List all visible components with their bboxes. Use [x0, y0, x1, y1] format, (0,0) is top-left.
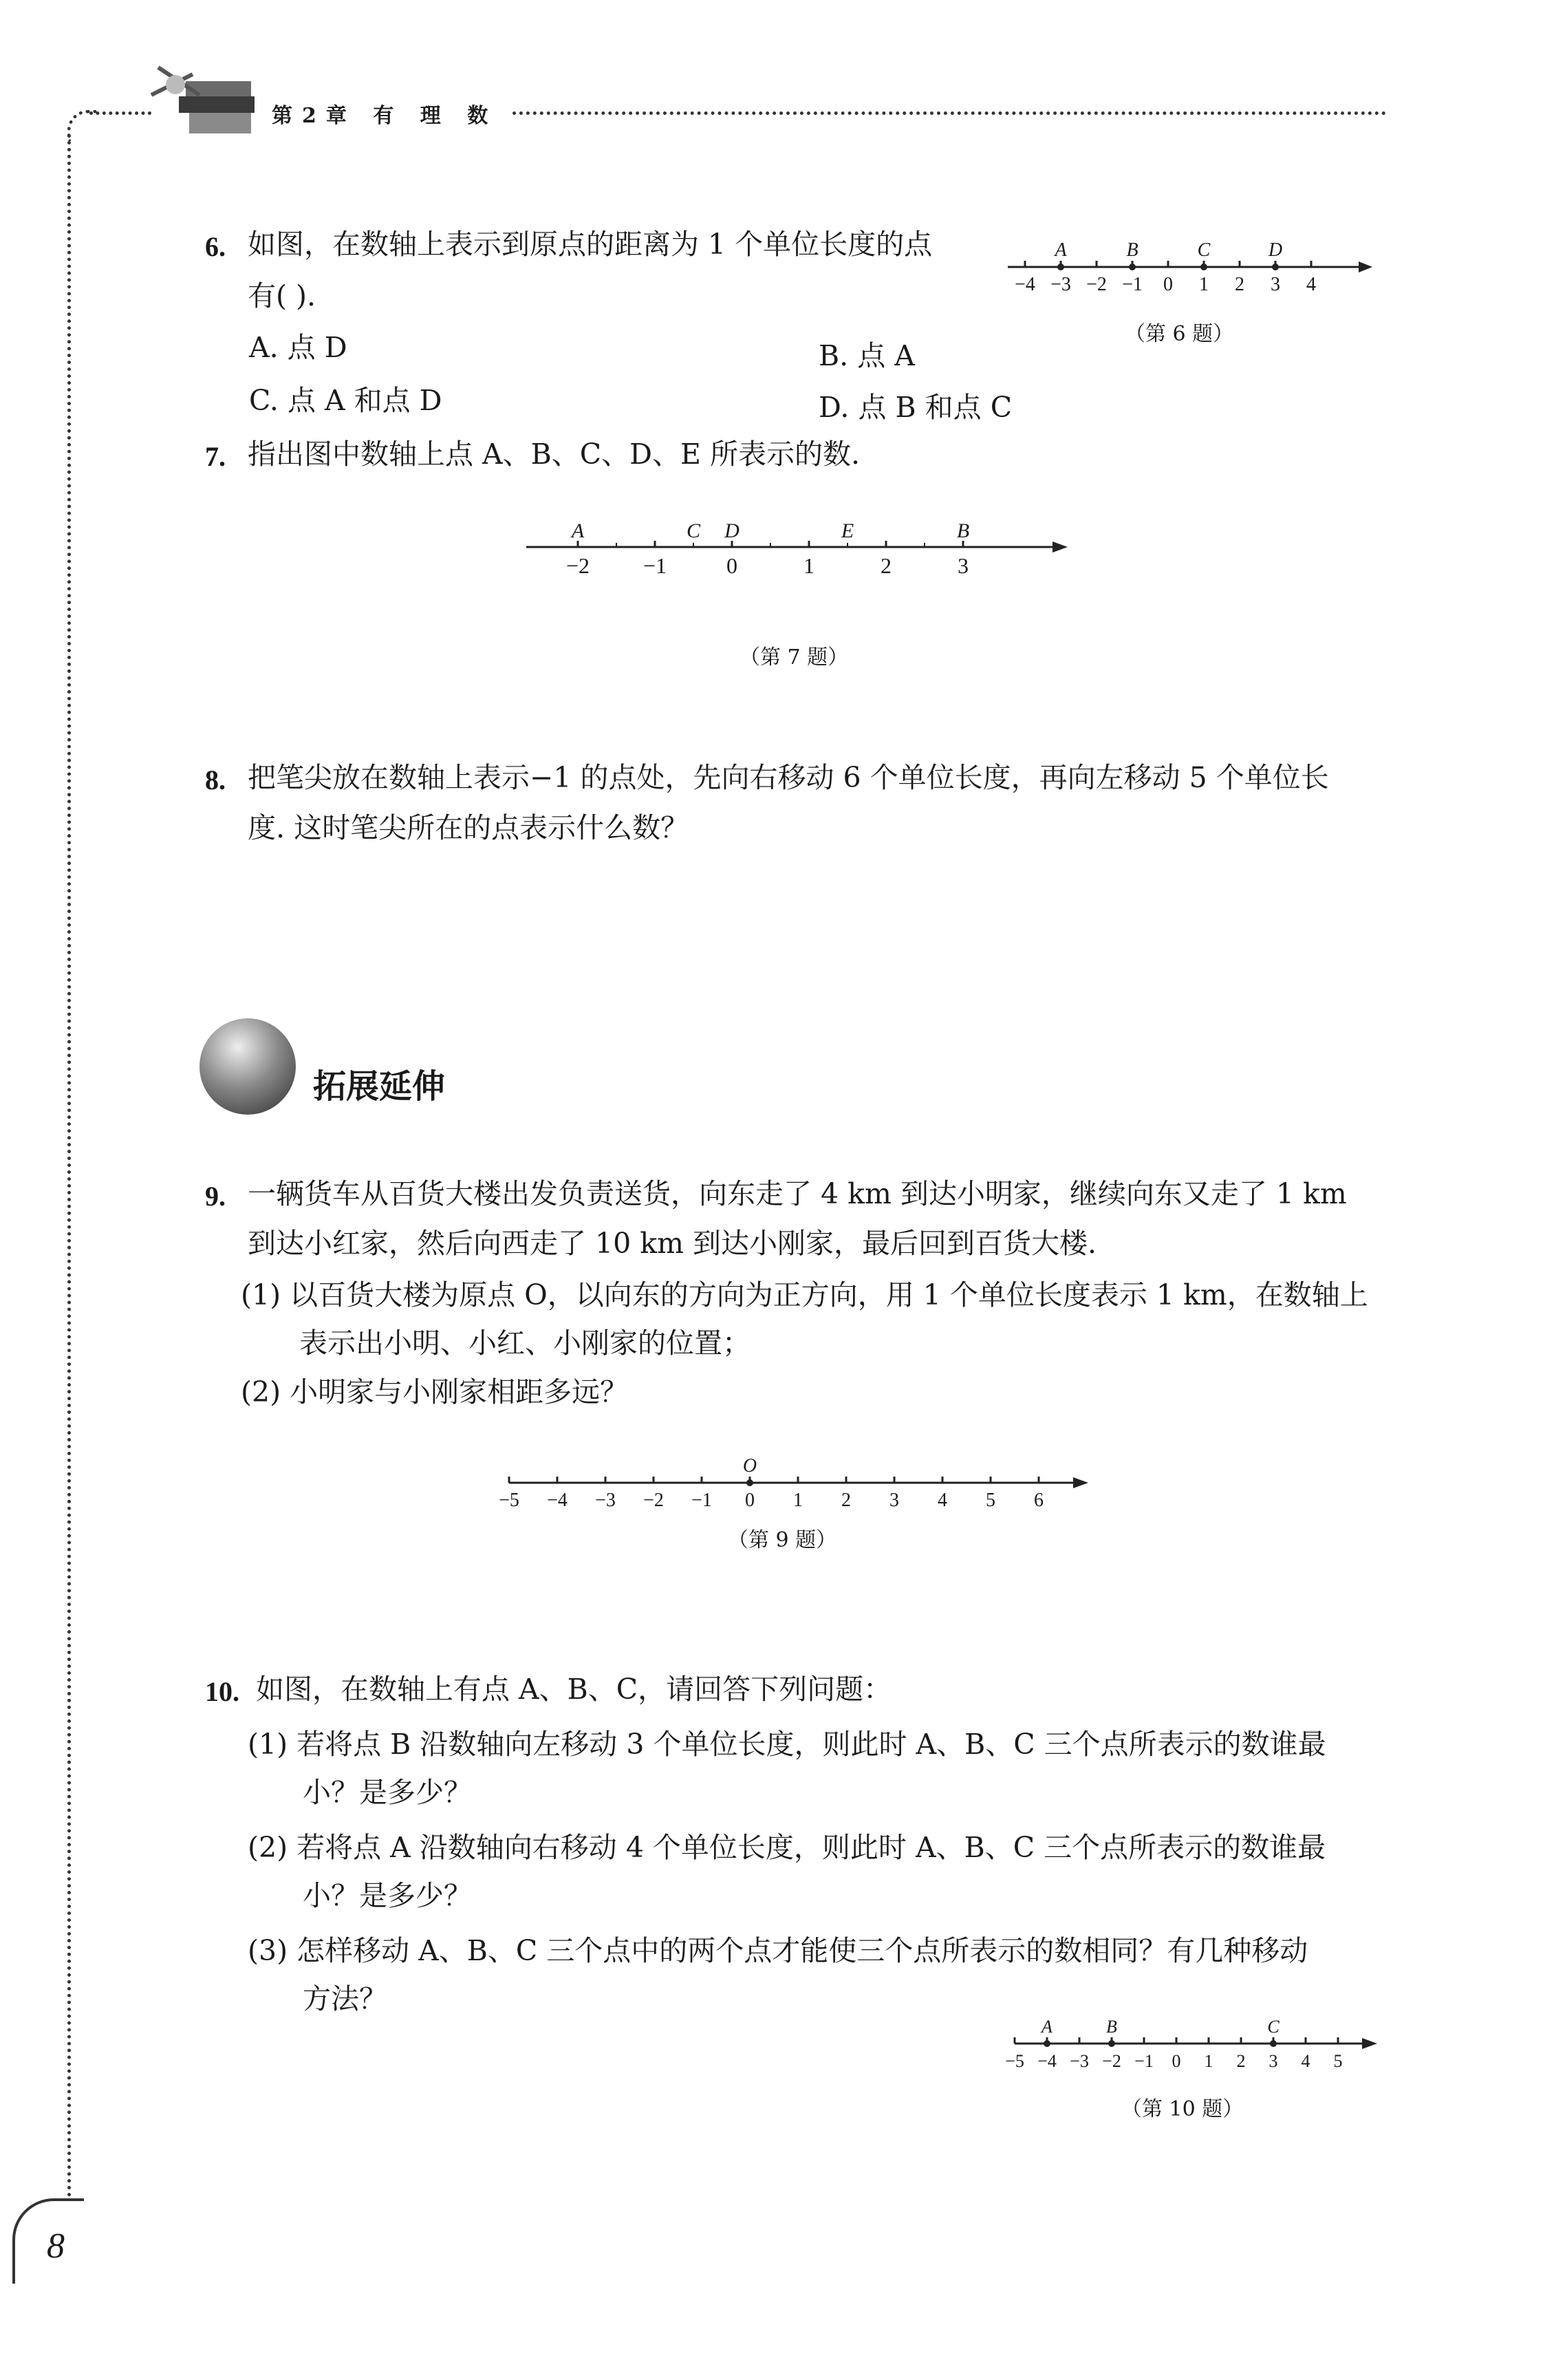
q10-sub2-line1: (2) 若将点 A 沿数轴向右移动 4 个单位长度，则此时 A、B、C 三个点所表示的数谁最	[248, 1831, 1326, 1864]
point-label: B	[1126, 239, 1138, 261]
q6-option-b: B. 点 A	[819, 339, 915, 372]
q9-sub2: (2) 小明家与小刚家相距多远？	[241, 1375, 629, 1408]
origin-label: O	[742, 1455, 757, 1477]
tick-label: −3	[1070, 2051, 1089, 2071]
point-dot	[1270, 2040, 1277, 2047]
tick-label: −2	[1102, 2051, 1121, 2071]
tick-label: −4	[547, 1490, 568, 1511]
q8-line1: 把笔尖放在数轴上表示−1 的点处，先向右移动 6 个单位长度，再向左移动 5 个单位长	[248, 761, 1329, 794]
q6-line2: 有( ).	[248, 279, 316, 312]
tick-label: 2	[881, 553, 892, 578]
q6-caption: （第 6 题）	[1125, 322, 1234, 346]
q9-number-line	[488, 1445, 1094, 1523]
q6-number: 6.	[205, 231, 226, 262]
header-logo-icon	[138, 54, 261, 157]
page-number: 8	[47, 2227, 65, 2266]
corner-curve	[67, 110, 98, 141]
tick-label: −4	[1037, 2051, 1057, 2071]
tick-label: 3	[1271, 274, 1280, 295]
point-dot	[1057, 264, 1064, 270]
margin-dotted-line	[67, 134, 71, 2198]
tick-label: −5	[1005, 2051, 1024, 2071]
tick-label: 1	[1204, 2051, 1213, 2071]
point-label: B	[1106, 2017, 1117, 2037]
point-dot	[1200, 264, 1207, 270]
q9-line2: 到达小红家，然后向西走了 10 km 到达小刚家，最后回到百货大楼.	[248, 1227, 1097, 1260]
q9-caption: （第 9 题）	[728, 1528, 837, 1552]
point-dot	[1108, 2040, 1115, 2047]
point-label: A	[1055, 239, 1067, 261]
q10-caption: （第 10 题）	[1121, 2097, 1244, 2121]
tick-label: 0	[745, 1490, 755, 1511]
q8-line2: 度. 这时笔尖所在的点表示什么数？	[248, 811, 689, 844]
point-label: B	[956, 519, 970, 542]
q10-sub1-line2: 小？是多少？	[303, 1776, 472, 1809]
q9-sub1-line2: 表示出小明、小红、小刚家的位置；	[299, 1327, 751, 1360]
q10-sub3-line1: (3) 怎样移动 A、B、C 三个点中的两个点才能使三个点所表示的数相同？有几种移动	[248, 1934, 1308, 1967]
tick-label: −1	[1122, 274, 1143, 295]
section-title: 拓展延伸	[313, 1067, 446, 1106]
tick-label: 2	[841, 1490, 851, 1511]
tick-label: 1	[793, 1490, 803, 1511]
tick-label: −2	[643, 1490, 664, 1511]
point-label: A	[1041, 2017, 1053, 2037]
tick-label: −1	[691, 1490, 712, 1511]
point-label: C	[1197, 239, 1211, 261]
tick-label: 0	[1172, 2051, 1181, 2071]
tick-label: −1	[1134, 2051, 1154, 2071]
tick-label: 4	[938, 1490, 947, 1511]
point-dot	[1044, 2040, 1050, 2047]
tick-label: −3	[595, 1490, 616, 1511]
q6-option-a: A. 点 D	[249, 331, 347, 364]
header-dotted-line	[512, 111, 1386, 115]
point-dot	[1129, 264, 1136, 270]
point-label: E	[841, 519, 854, 542]
point-label: D	[724, 519, 740, 542]
tick-label: 3	[958, 553, 969, 578]
point-label: C	[686, 519, 701, 542]
point-label: C	[1267, 2017, 1280, 2037]
tick-label: 5	[986, 1490, 995, 1511]
tick-label: 4	[1301, 2051, 1310, 2071]
tick-label: −1	[643, 553, 667, 578]
q10-sub2-line2: 小？是多少？	[303, 1879, 472, 1912]
q10-text: 如图，在数轴上有点 A、B、C，请回答下列问题：	[256, 1673, 892, 1706]
q6-line1: 如图，在数轴上表示到原点的距离为 1 个单位长度的点	[248, 228, 933, 261]
tick-label: −2	[565, 553, 590, 578]
tick-label: 1	[803, 553, 814, 578]
q10-sub1-line1: (1) 若将点 B 沿数轴向左移动 3 个单位长度，则此时 A、B、C 三个点所表示的数谁最	[248, 1728, 1326, 1761]
q9-line1: 一辆货车从百货大楼出发负责送货，向东走了 4 km 到达小明家，继续向东又走了 1 km	[248, 1177, 1347, 1210]
tick-label: 3	[1269, 2051, 1278, 2071]
tick-label: 5	[1333, 2051, 1343, 2071]
q10-number-line	[1001, 2006, 1386, 2084]
tick-label: 0	[726, 553, 737, 578]
tick-label: 4	[1306, 274, 1316, 295]
tick-label: 0	[1163, 274, 1173, 295]
q9-sub1-line1: (1) 以百货大楼为原点 O，以向东的方向为正方向，用 1 个单位长度表示 1 km，在数轴上	[241, 1278, 1368, 1311]
section-globe-icon	[199, 1018, 296, 1115]
q8-number: 8.	[205, 764, 226, 795]
q10-sub3-line2: 方法？	[303, 1982, 387, 2015]
tick-label: −5	[499, 1490, 519, 1511]
tick-label: 2	[1236, 2051, 1246, 2071]
tick-label: −3	[1050, 274, 1071, 295]
q7-number-line	[523, 509, 1073, 588]
tick-label: −4	[1015, 274, 1035, 295]
tick-label: 3	[889, 1490, 899, 1511]
q6-number-line	[1004, 234, 1376, 305]
tick-label: 2	[1235, 274, 1244, 295]
tick-label: 1	[1199, 274, 1209, 295]
q6-option-d: D. 点 B 和点 C	[819, 391, 1013, 424]
q7-number: 7.	[205, 441, 226, 472]
q10-number: 10.	[205, 1676, 239, 1707]
point-label: D	[1268, 239, 1283, 261]
q9-number: 9.	[205, 1181, 226, 1212]
tick-label: 6	[1034, 1490, 1044, 1511]
point-dot	[1272, 264, 1279, 270]
chapter-header: 第2章 有 理 数	[272, 104, 498, 128]
q6-option-c: C. 点 A 和点 D	[249, 384, 442, 417]
point-label: A	[571, 519, 585, 542]
q7-caption: （第 7 题）	[740, 645, 849, 669]
header-dotted-line-left	[89, 111, 151, 115]
q7-text: 指出图中数轴上点 A、B、C、D、E 所表示的数.	[248, 438, 861, 471]
tick-label: −2	[1086, 274, 1107, 295]
origin-dot	[746, 1479, 753, 1486]
